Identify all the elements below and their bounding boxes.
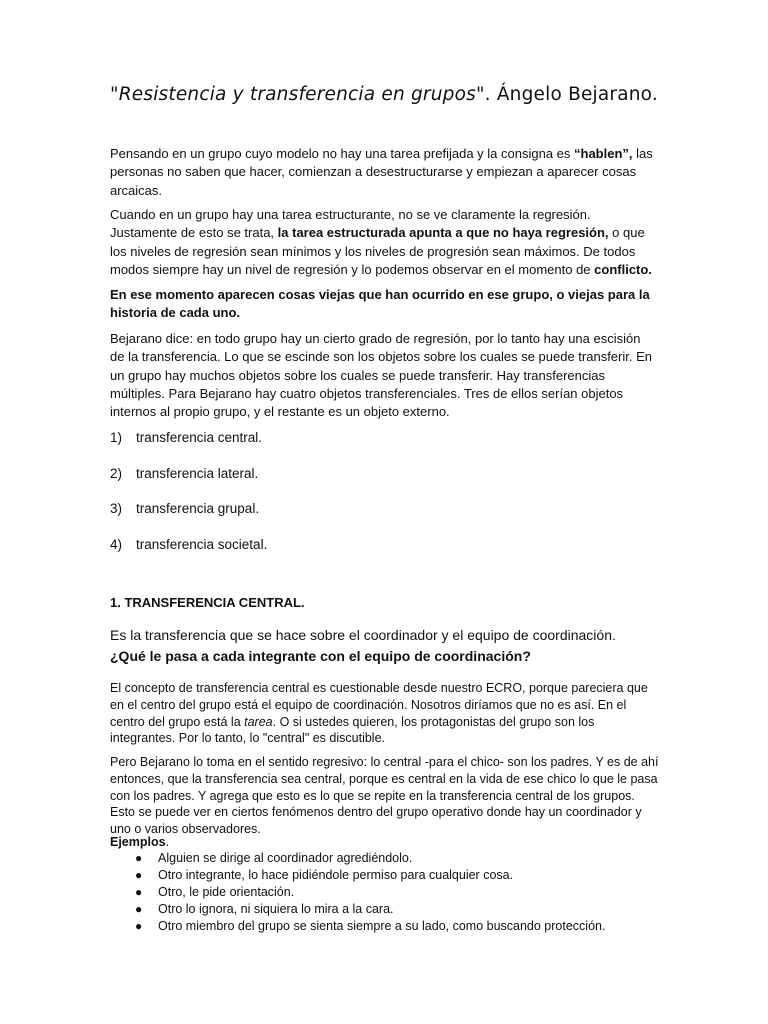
title-quote: " — [110, 84, 119, 105]
numbered-item: 2) transferencia lateral. — [110, 466, 259, 481]
document-title — [110, 84, 658, 105]
list-item: ● Otro miembro del grupo se sienta siempre a su lado, como buscando protección. — [135, 918, 606, 933]
examples-label: Ejemplos. — [110, 835, 170, 849]
paragraph-5: El concepto de transferencia central es cuestionable desde nuestro ECRO, porque pareciera que en el centro del grupo está el equipo de coordinación. Nosotros diríamos que no es así. En el centro del grupo está la tarea. O si ustedes quieren, los protagonistas del grupo son los integrantes. Por lo tanto, lo "central" es discutible. — [110, 681, 648, 746]
numbered-item: 4) transferencia societal. — [110, 537, 268, 552]
examples-list — [110, 850, 605, 934]
bullet-icon: ● — [135, 901, 143, 916]
paragraph-4: Bejarano dice: en todo grupo hay un cierto grado de regresión, por lo tanto hay una escisión de la transferencia. Lo que se escinde son los objetos sobre los cuales se puede transferir. En un grupo hay muchos objetos sobre los cuales se puede transferir. Hay transferencias múltiples. Para Bejarano hay cuatro objetos transferenciales. Tres de ellos serían objetos internos al propio grupo, y el restante es un objeto externo. — [110, 331, 652, 420]
bullet-icon: ● — [135, 918, 143, 933]
bullet-icon: ● — [135, 884, 143, 899]
title-author: ". Ángelo Bejarano. — [475, 84, 658, 105]
numbered-item: 1) transferencia central. — [110, 430, 263, 445]
list-item: ● Otro integrante, lo hace pidiéndole permiso para cualquier cosa. — [135, 867, 514, 882]
paragraph-2: Cuando en un grupo hay una tarea estructurante, no se ve claramente la regresión. Justamente de esto se trata, la tarea estructurada apunta a que no haya regresión, o que los niveles de regresión sean mínimos y los niveles de progresión sean máximos. De todos modos siempre hay un nivel de regresión y lo podemos observar en el momento de conflicto. — [110, 207, 652, 277]
paragraph-6: Pero Bejarano lo toma en el sentido regresivo: lo central -para el chico- son los padres. Y es de ahí entonces, que la transferencia sea central, porque es central en la vida de ese chico lo que le pasa con los padres. Y agrega que esto es lo que se repite en la transferencia central de los grupos. Esto se puede ver en ciertos fenómenos dentro del grupo operativo donde hay un coordinador y uno o varios observadores. — [110, 755, 659, 837]
numbered-item: 3) transferencia grupal. — [110, 501, 260, 516]
list-item: ● Otro lo ignora, ni siquiera lo mira a la cara. — [135, 901, 394, 916]
paragraph-1: Pensando en un grupo cuyo modelo no hay una tarea prefijada y la consigna es “hablen”, las personas no saben que hacer, comienzan a desestructurarse y empiezan a aparecer cosas arcaicas. — [110, 146, 653, 198]
title-italic: Resistencia y transferencia en grupos — [118, 84, 476, 105]
bullet-icon: ● — [135, 851, 143, 865]
section-heading: 1. TRANSFERENCIA CENTRAL. — [110, 595, 305, 610]
bullet-icon: ● — [135, 867, 143, 882]
section-lead: Es la transferencia que se hace sobre el coordinador y el equipo de coordinación. ¿Qué le pasa a cada integrante con el equipo de coordinación? — [110, 627, 616, 664]
list-item: ● Alguien se dirige al coordinador agrediéndolo. — [135, 851, 413, 865]
paragraph-3: En ese momento aparecen cosas viejas que han ocurrido en ese grupo, o viejas para la historia de cada uno. — [110, 287, 650, 321]
list-item: ● Otro, le pide orientación. — [135, 884, 295, 899]
